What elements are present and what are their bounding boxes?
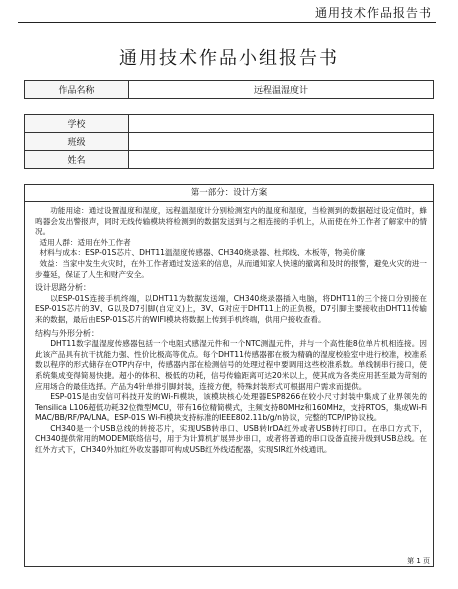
heading-structure-analysis: 结构与外形分析：: [35, 328, 99, 338]
paragraph-benefit: 效益：当家中发生火灾时，在外工作者通过发送来的信息，从而通知家人快速的撤离和及时的报警，避免火灾的进一步蔓延，保证了人生和财产安全。: [35, 258, 427, 279]
header-rule: [18, 22, 436, 23]
section-content: [25, 202, 433, 456]
paragraph-function: 功能用途：通过设置温度和湿度，远程温湿度计分别检测室内的温度和湿度，当检测到的数据超过设定值时，蜂鸣器会发出警报声，同时无线传输模块将检测到的数据发送到与之相连接的手机上，从而使在外工作者了解家中的情况。: [35, 206, 427, 237]
name-label: 姓名: [25, 151, 129, 169]
paragraph-dht11: DHT11数字温湿度传感器包括一个电阻式感湿元件和一个NTC测温元件，并与一个高性能8位单片机相连接。因此该产品具有抗干扰能力强、性价比极高等优点。每个DHT11传感器都在极为精确的湿度校验室中进行校准，校准系数以程序的形式储存在OTP内存中，传感器内部在检测信号的处理过程中要调用这些校准系数。单线制串行接口，使系统集成变得简易快捷。超小的体积、极低的功耗，信号传输距离可达20米以上，使其成为各类应用甚至最为苛刻的应用场合的最佳选择。产品为4针单排引脚封装，连接方便，特殊封装形式可根据用户需求而提供。: [35, 339, 427, 391]
paragraph-materials: 材料与成本：ESP-01S芯片、DHT11温湿度传感器、CH340烧录器、杜邦线、木板等，物美价廉: [39, 248, 366, 258]
page-title: 通用技术作品小组报告书: [119, 48, 339, 69]
header-right-title: 通用技术作品报告书: [314, 6, 432, 20]
paragraph-design: 以ESP-01S连接手机终端，以DHT11为数据发送端，CH340烧录器插入电脑，将DHT11的三个接口分别接在ESP-01S芯片的3V、G以及D7引脚(自定义)上，3V、G对应于DHT11上的正负极，D7引脚主要接收由DHT11传输来的数据，最后由ESP-01S芯片的WIFI模块将数据上传到手机终端，供用户接收查看。: [35, 293, 427, 324]
project-name-table: [24, 80, 434, 99]
member-info-table: [24, 114, 434, 169]
heading-design-analysis: 设计思路分析：: [35, 283, 91, 293]
paragraph-esp01s: ESP-01S是由安信可科技开发的Wi-Fi模块，该模块核心处理器ESP8266在较小尺寸封装中集成了业界领先的Tensilica L106超低功耗32位微型MCU，带有16位精简模式，主频支持80MHz和160MHz，支持RTOS，集成Wi-Fi MAC/BB/RF/PA/LNA。ESP-01S Wi-Fi模块支持标准的IEEE802.11b/g/n协议，完整的TCP/IP协议栈。: [35, 392, 427, 423]
design-section-box: [24, 184, 434, 567]
class-value: [129, 133, 434, 151]
paragraph-ch340: CH340是一个USB总线的转接芯片，实现USB转串口、USB转IrDA红外或者USB转打印口。在串口方式下，CH340提供常用的MODEM联络信号，用于为计算机扩展异步串口，或者将普通的串口设备直接升级到USB总线。在红外方式下，CH340外加红外收发器即可构成USB红外线适配器，实现SIR红外线通讯。: [35, 423, 427, 455]
page-number: 第 1 页: [407, 557, 430, 565]
paragraph-audience: 适用人群：适用在外工作者: [39, 237, 131, 247]
school-label: 学校: [25, 115, 129, 133]
school-value: [129, 115, 434, 133]
name-value: [129, 151, 434, 169]
section-title: 第一部分：设计方案: [25, 185, 433, 202]
project-name-label: 作品名称: [25, 81, 129, 99]
class-label: 班级: [25, 133, 129, 151]
project-name-value: 远程温湿度计: [129, 81, 434, 99]
